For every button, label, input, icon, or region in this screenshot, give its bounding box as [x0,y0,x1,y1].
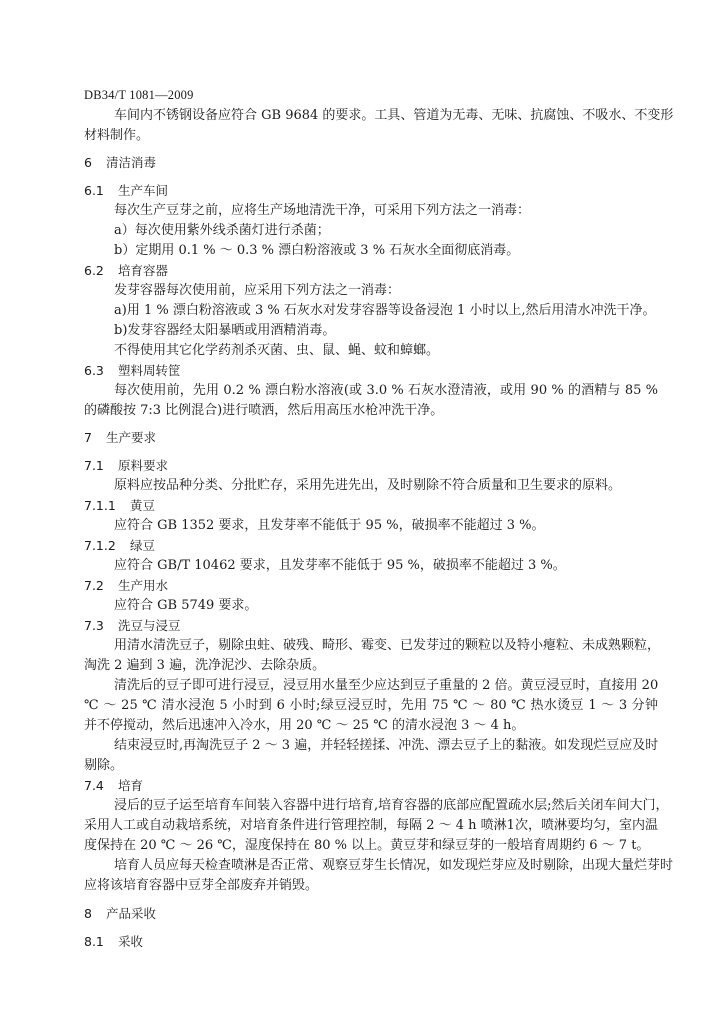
subsection-number: 6.1 [84,183,104,198]
subsection-title: 洗豆与浸豆 [118,618,181,633]
paragraph-line: 车间内不锈钢设备应符合 GB 9684 的要求。工具、管道为无毒、无味、抗腐蚀、不吸水、不变形 [114,108,674,123]
subsection-number: 7.4 [84,778,104,793]
paragraph-line: 淘洗 2 遍到 3 遍，洗净泥沙、去除杂质。 [84,658,326,673]
paragraph-line: 用清水清洗豆子，剔除虫蛀、破残、畸形、霉变、已发芽过的颗粒以及特小瘪粒、未成熟颗粒， [114,638,661,653]
subsection-number: 7.1.1 [84,498,116,513]
paragraph-line: 每次生产豆芽之前，应将生产场地清洗干净，可采用下列方法之一消毒： [114,203,531,218]
paragraph-line: 培育人员应每天检查喷淋是否正常、观察豆芽生长情况，如发现烂芽应及时剔除，出现大量烂芽时 [114,858,674,873]
subsection-heading-6-3 [84,361,658,381]
subsection-heading-7-3 [84,616,658,636]
paragraph-line: 发芽容器每次使用前，应采用下列方法之一消毒： [114,283,401,298]
document-code: DB34/T 1081—2009 [84,88,194,102]
list-item: b)发芽容器经太阳暴晒或用酒精消毒。 [114,323,336,338]
subsection-heading-7-1 [84,456,658,476]
paragraph-line: 剔除。 [84,758,124,773]
list-item: a）每次使用紫外线杀菌灯进行杀菌； [114,223,330,238]
subsection-number: 6.2 [84,263,104,278]
subsection-heading-7-1-2 [84,536,658,556]
section-title: 清洁消毒 [106,155,157,170]
subsection-number: 6.3 [84,363,104,378]
paragraph-line: 应符合 GB 1352 要求，且发芽率不能低于 95 %，破损率不能超过 3 %。 [114,518,545,533]
subsection-title: 塑料周转筐 [118,363,181,378]
paragraph-line: 结束浸豆时,再淘洗豆子 2 ～ 3 遍，并轻轻搓揉、冲洗、漂去豆子上的黏液。如发现烂豆应及时 [114,738,659,753]
section-title: 生产要求 [106,430,157,445]
section-number: 6 [84,155,92,170]
subsection-number: 8.1 [84,934,104,949]
subsection-title: 采收 [118,934,144,949]
section-heading-8 [84,904,658,924]
subsection-title: 培育 [118,778,144,793]
section-title: 产品采收 [106,906,157,921]
subsection-heading-7-4 [84,776,658,796]
paragraph-line: 应符合 GB/T 10462 要求，且发芽率不能低于 95 %，破损率不能超过 3 %。 [114,558,566,573]
paragraph-line: 原料应按品种分类、分批贮存，采用先进先出，及时剔除不符合质量和卫生要求的原料。 [114,478,622,493]
paragraph-line: 度保持在 20 ℃ ～ 26 ℃，湿度保持在 80 % 以上。黄豆芽和绿豆芽的一般培育周期约 6 ～ 7 t。 [84,838,650,853]
subsection-heading-7-2 [84,576,658,596]
subsection-title: 生产用水 [118,578,169,593]
paragraph-line: ℃ ～ 25 ℃ 清水浸泡 5 小时到 6 小时;绿豆浸豆时，先用 75 ℃ ～ 80 ℃ 热水烫豆 1 ～ 3 分钟 [84,698,658,713]
subsection-title: 原料要求 [118,458,169,473]
section-number: 7 [84,430,92,445]
subsection-number: 7.1.2 [84,538,116,553]
paragraph-line: 应将该培育容器中豆芽全部废弃并销毁。 [84,878,319,893]
subsection-number: 7.3 [84,618,104,633]
list-item: a)用 1 % 漂白粉溶液或 3 % 石灰水对发芽容器等设备浸泡 1 小时以上,然后用清水冲洗干净。 [114,303,656,318]
subsection-number: 7.1 [84,458,104,473]
paragraph-line: 材料制作。 [84,128,150,143]
subsection-title: 生产车间 [118,183,169,198]
section-number: 8 [84,906,92,921]
subsection-heading-6-1 [84,181,658,201]
list-item: b）定期用 0.1 % ～ 0.3 % 漂白粉溶液或 3 % 石灰水全面彻底消毒。 [114,243,520,258]
paragraph-line: 采用人工或自动栽培系统，对培育条件进行管理控制，每隔 2 ～ 4 h 喷淋1次，喷淋要均匀，室内温 [84,818,658,833]
section-heading-6 [84,153,658,173]
paragraph-line: 不得使用其它化学药剂杀灭菌、虫、鼠、蝇、蚊和蟑螂。 [114,343,440,358]
paragraph-line: 每次使用前，先用 0.2 % 漂白粉水溶液(或 3.0 % 石灰水澄清液，或用 90 % 的酒精与 85 % [114,383,658,398]
subsection-heading-6-2 [84,261,658,281]
subsection-title: 绿豆 [130,538,156,553]
subsection-heading-7-1-1 [84,496,658,516]
paragraph-line: 浸后的豆子运至培育车间装入容器中进行培育,培育容器的底部应配置疏水层;然后关闭车间大门， [114,798,669,813]
paragraph-line: 并不停搅动，然后迅速冲入冷水，用 20 ℃ ～ 25 ℃ 的清水浸泡 3 ～ 4 h。 [84,718,525,733]
paragraph-line: 应符合 GB 5749 要求。 [114,598,258,613]
subsection-number: 7.2 [84,578,104,593]
subsection-title: 培育容器 [118,263,169,278]
subsection-title: 黄豆 [130,498,156,513]
section-heading-7 [84,428,658,448]
paragraph-line: 清洗后的豆子即可进行浸豆，浸豆用水量至少应达到豆子重量的 2 倍。黄豆浸豆时，直接用 20 [114,678,659,693]
paragraph-line: 的磷酸按 7:3 比例混合)进行喷洒，然后用高压水枪冲洗干净。 [84,403,444,418]
subsection-heading-8-1 [84,932,658,952]
